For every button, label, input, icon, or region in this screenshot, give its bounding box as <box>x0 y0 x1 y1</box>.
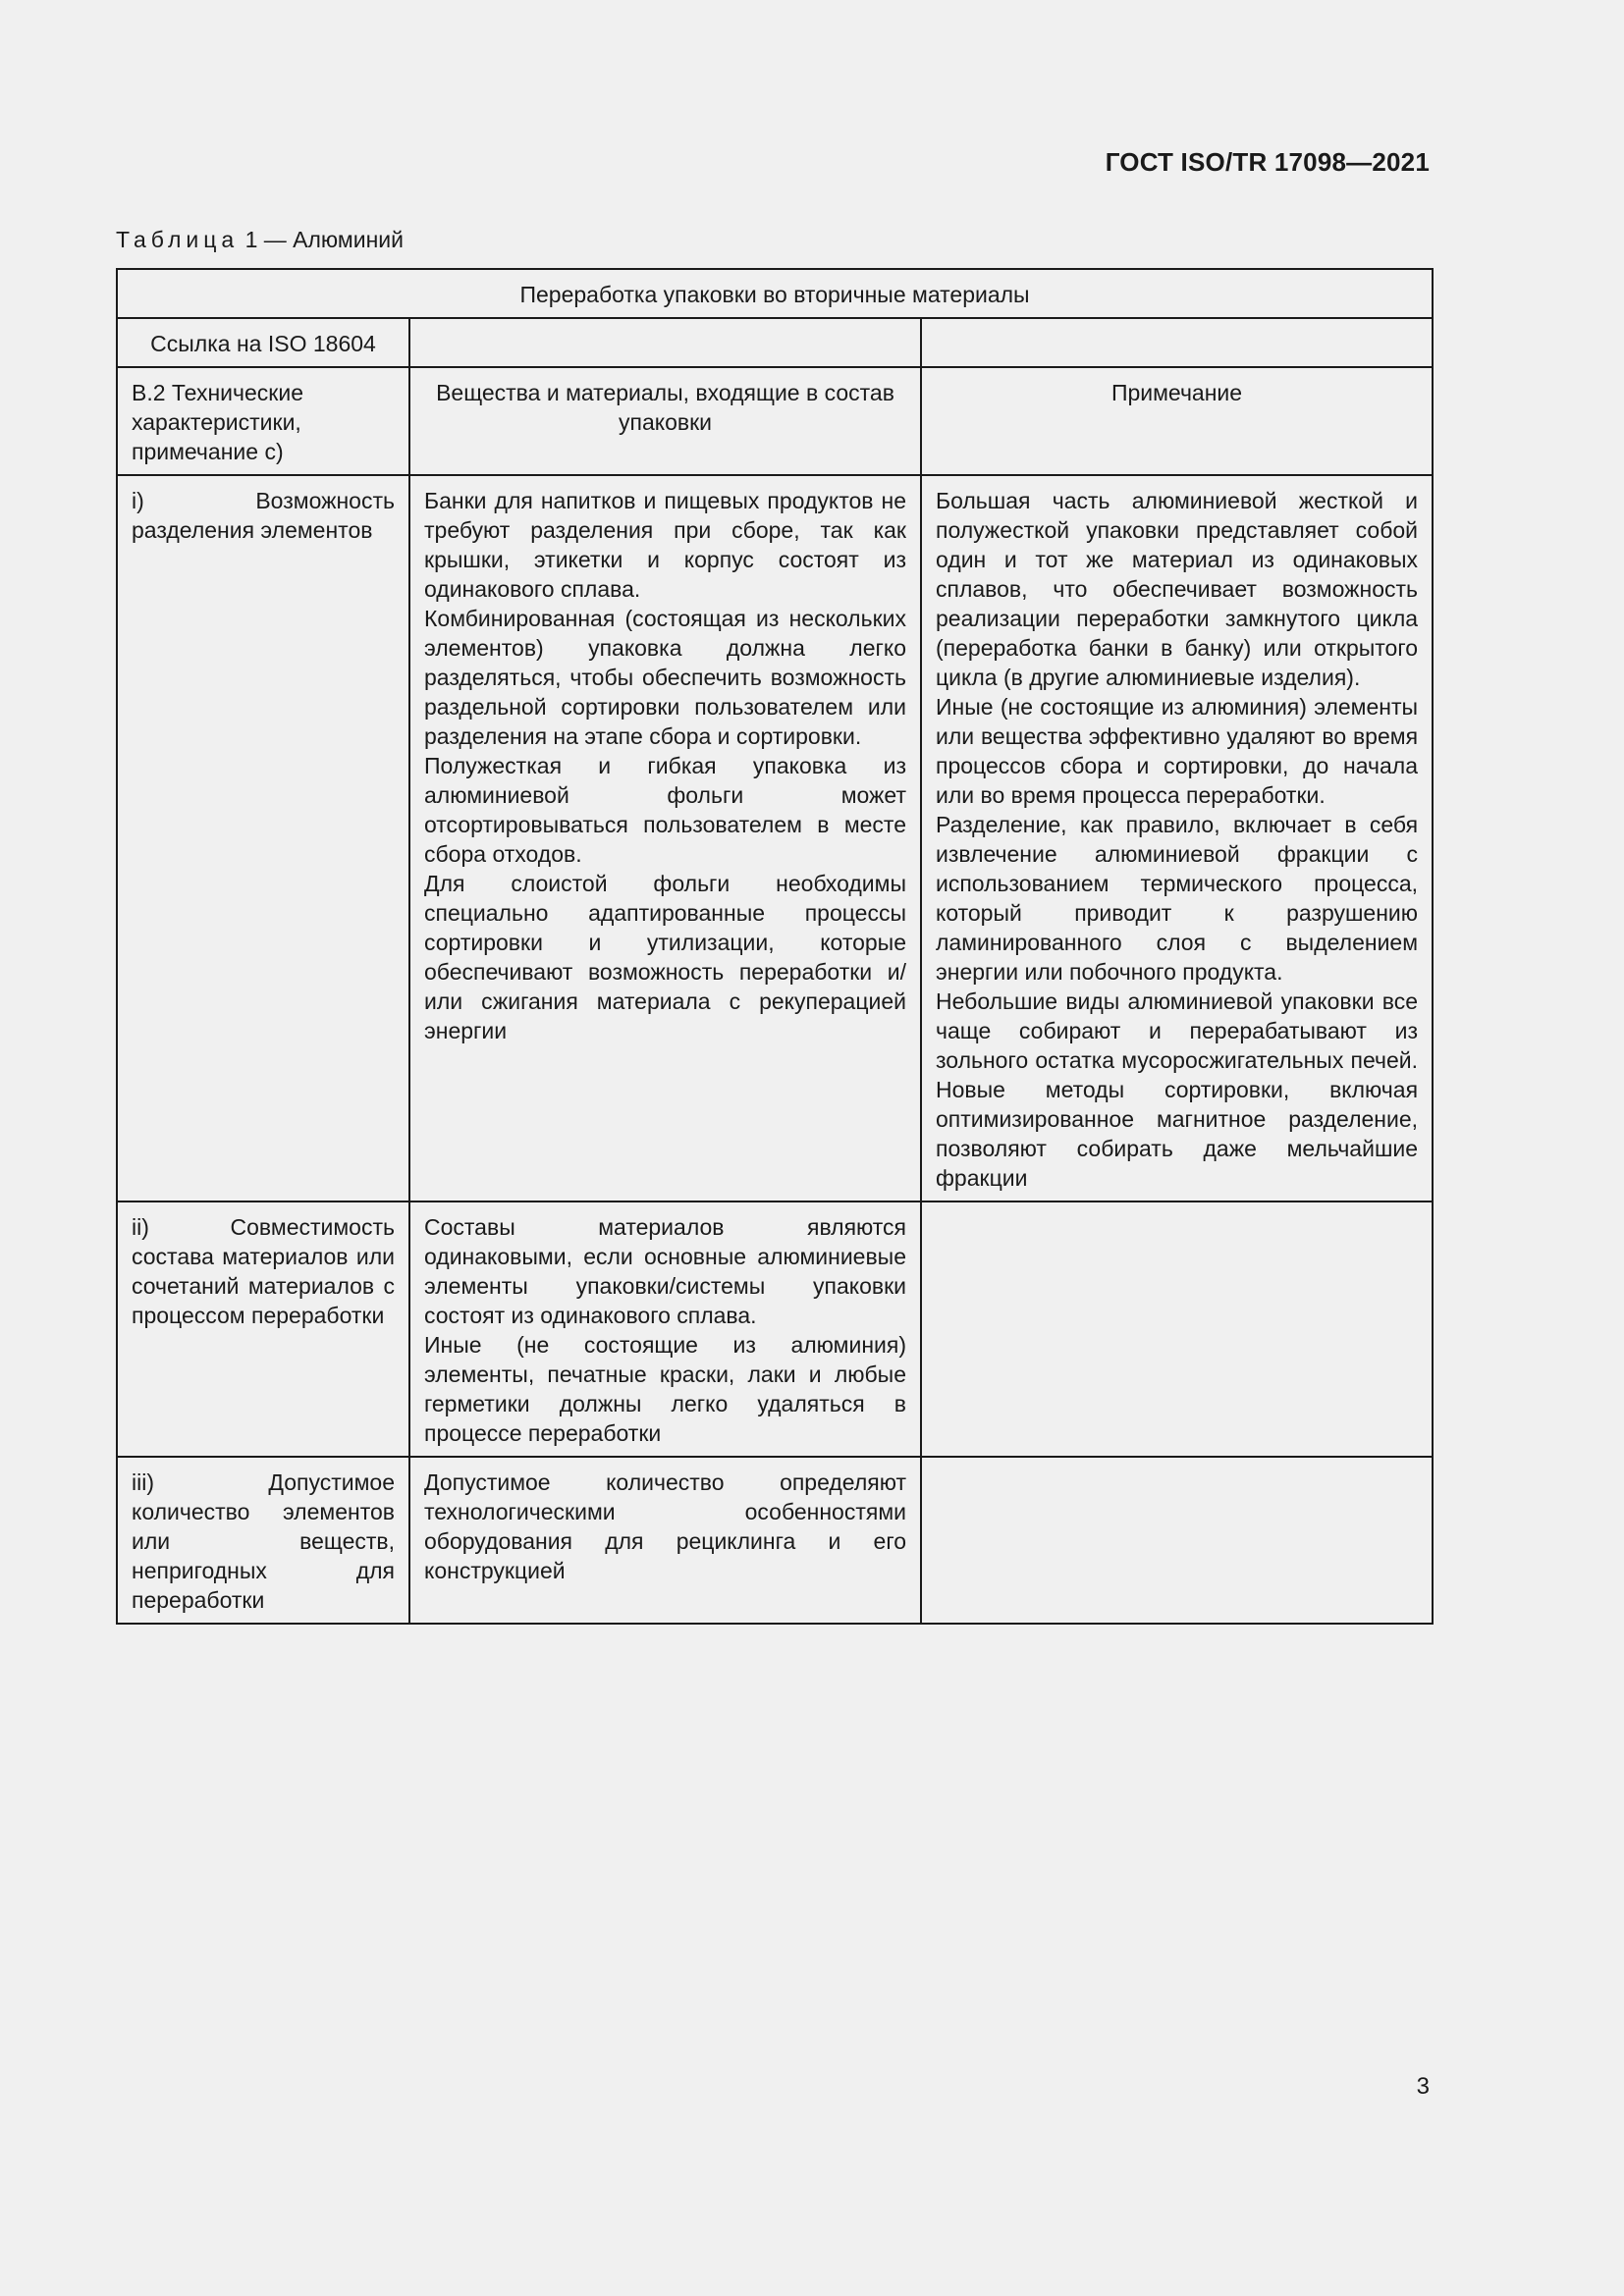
paragraph: Для слоистой фольги необходимы специально адаптированные процессы сортировки и утилизации, которые обеспечивают возможность переработки и/или сжигания материала с рекуперацией энергии <box>424 871 906 1043</box>
column-header-row <box>117 367 1433 475</box>
table-row <box>117 475 1433 1201</box>
paragraph: Иные (не состоящие из алюминия) элементы или вещества эффективно удаляют во время процессов сбора и сортировки, до начала или во время процесса переработки. <box>936 694 1419 808</box>
criterion-cell: iii) Допустимое количество элементов или веществ, непригодных для переработки <box>117 1457 409 1624</box>
table-row <box>117 1201 1433 1457</box>
paragraph: Небольшие виды алюминиевой упаковки все чаще собирают и перерабатывают из зольного остатка мусоросжигательных печей. Новые методы сортировки, включая оптимизированное магнитное разделение, позволяют собирать даже мельчайшие фракции <box>936 988 1419 1191</box>
column-header-note: Примечание <box>921 367 1433 475</box>
table-title-row <box>117 269 1433 318</box>
paragraph: Допустимое количество определяют технологическими особенностями оборудования для рециклинга и его конструкцией <box>424 1469 906 1583</box>
paragraph: Разделение, как правило, включает в себя извлечение алюминиевой фракции с использованием термического процесса, который приводит к разрушению ламинированного слоя с выделением энергии или побочного продукта. <box>936 812 1419 985</box>
table-caption <box>116 227 404 253</box>
reference-empty-cell <box>921 318 1433 367</box>
table-caption-prefix: Таблица <box>116 227 240 252</box>
reference-cell: Ссылка на ISO 18604 <box>117 318 409 367</box>
paragraph: Составы материалов являются одинаковыми, если основные алюминиевые элементы упаковки/системы упаковки состоят из одинакового сплава. <box>424 1214 906 1328</box>
paragraph: Комбинированная (состоящая из нескольких элементов) упаковка должна легко разделяться, чтобы обеспечить возможность раздельной сортировки пользователем или разделения на этапе сбора и сортировки. <box>424 606 906 749</box>
page-number: 3 <box>1416 2073 1430 2100</box>
note-cell <box>921 1457 1433 1624</box>
document-code: ГОСТ ISO/TR 17098—2021 <box>1105 147 1430 177</box>
paragraph: Большая часть алюминиевой жесткой и полужесткой упаковки представляет собой один и тот же материал из одинаковых сплавов, что обеспечивает возможность реализации переработки замкнутого цикла (переработка банки в банку) или открытого цикла (в другие алюминиевые изделия). <box>936 488 1419 690</box>
aluminium-table <box>116 268 1434 1625</box>
criterion-cell: ii) Совместимость состава материалов или сочетаний материалов с процессом переработки <box>117 1201 409 1457</box>
reference-row <box>117 318 1433 367</box>
paragraph: Иные (не состоящие из алюминия) элементы, печатные краски, лаки и любые герметики должны легко удаляться в процессе переработки <box>424 1332 906 1446</box>
table-caption-text: 1 — Алюминий <box>244 227 404 252</box>
substances-cell <box>409 1457 921 1624</box>
table-title: Переработка упаковки во вторичные материалы <box>117 269 1433 318</box>
criterion-cell: i) Возможность разделения элементов <box>117 475 409 1201</box>
note-cell <box>921 1201 1433 1457</box>
column-header-criterion: В.2 Технические характеристики, примечание с) <box>117 367 409 475</box>
paragraph: Полужесткая и гибкая упаковка из алюминиевой фольги может отсортировываться пользователем в месте сбора отходов. <box>424 753 906 867</box>
paragraph: Банки для напитков и пищевых продуктов не требуют разделения при сборе, так как крышки, этикетки и корпус состоят из одинакового сплава. <box>424 488 906 602</box>
note-cell <box>921 475 1433 1201</box>
substances-cell <box>409 1201 921 1457</box>
column-header-substances: Вещества и материалы, входящие в состав упаковки <box>409 367 921 475</box>
substances-cell <box>409 475 921 1201</box>
table-row <box>117 1457 1433 1624</box>
reference-empty-cell <box>409 318 921 367</box>
